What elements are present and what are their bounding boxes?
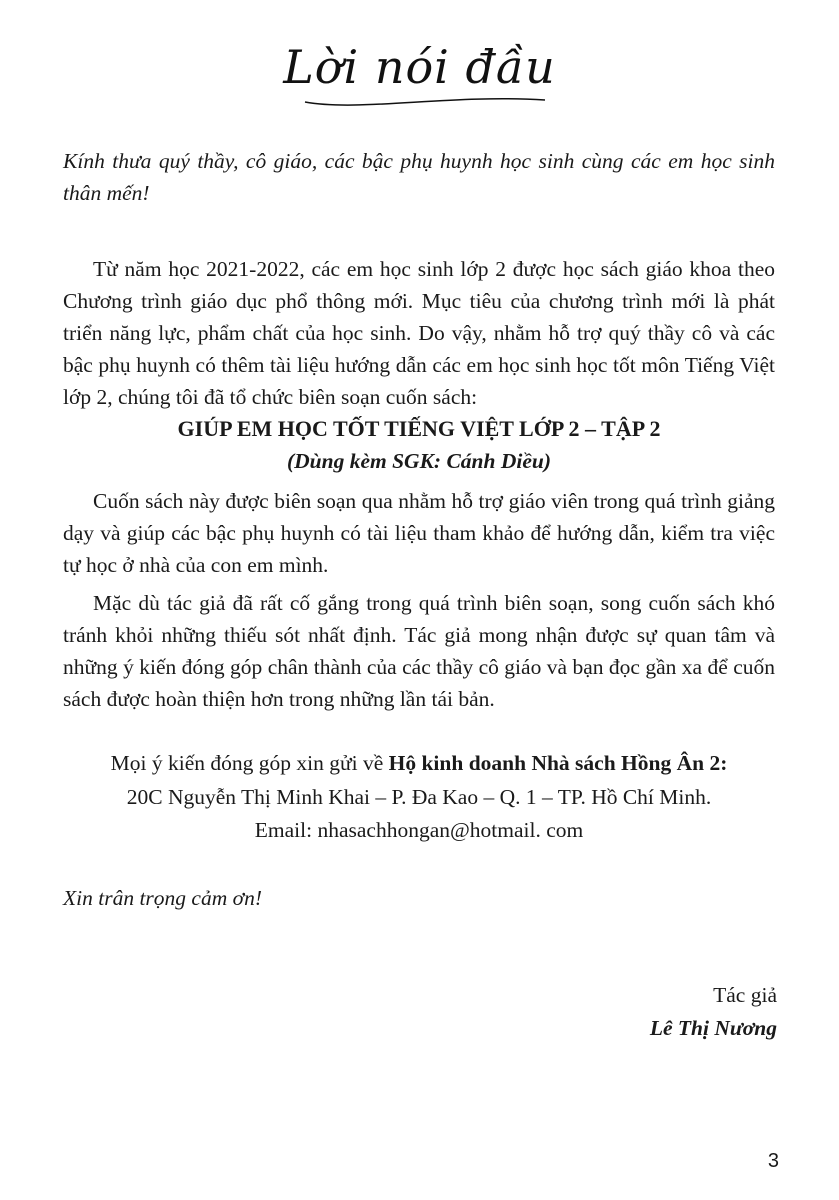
contact-address: 20C Nguyễn Thị Minh Khai – P. Đa Kao – Q. 1 – TP. Hồ Chí Minh. [126,785,712,809]
signature-name: Lê Thị Nương [649,1016,777,1040]
page-number: 3 [767,1150,779,1172]
contact-email: Email: nhasachhongan@hotmail. com [254,818,584,842]
page-title [0,40,839,94]
contact-intro: Mọi ý kiến đóng góp xin gửi về [110,751,384,775]
book-subtitle: (Dùng kèm SGK: Cánh Diều) [286,449,551,473]
title-text: Lời nói đầu [283,40,556,94]
paragraph-3: Mặc dù tác giả đã rất cố gắng trong quá trình biên soạn, song cuốn sách khó tránh khỏi những thiếu sót nhất định. Tác giả mong nhận được sự quan tâm và những ý kiến đóng góp chân thành của các thầy cô giáo và bạn đọc gần xa để cuốn sách được hoàn thiện hơn trong những lần tái bản. [63,591,775,711]
title-flourish [300,92,550,112]
greeting: Kính thưa quý thầy, cô giáo, các bậc phụ huynh học sinh cùng các em học sinh thân mến! [63,149,775,205]
closing: Xin trân trọng cảm ơn! [63,886,262,910]
contact-publisher: Hộ kinh doanh Nhà sách Hồng Ân 2: [388,751,728,775]
paragraph-2: Cuốn sách này được biên soạn qua nhằm hỗ trợ giáo viên trong quá trình giảng dạy và giúp các bậc phụ huynh có tài liệu tham khảo để hướng dẫn, kiểm tra việc tự học ở nhà của con em mình. [63,489,775,577]
book-title: GIÚP EM HỌC TỐT TIẾNG VIỆT LỚP 2 – TẬP 2 [177,416,661,441]
contact-line-1 [63,747,775,779]
paragraph-1: Từ năm học 2021-2022, các em học sinh lớp 2 được học sách giáo khoa theo Chương trình giáo dục phổ thông mới. Mục tiêu của chương trình mới là phát triển năng lực, phẩm chất của học sinh. Do vậy, nhằm hỗ trợ quý thầy cô và các bậc phụ huynh có thêm tài liệu hướng dẫn các em học sinh học tốt môn Tiếng Việt lớp 2, chúng tôi đã tổ chức biên soạn cuốn sách: [63,257,775,409]
signature-role: Tác giả [713,983,777,1007]
